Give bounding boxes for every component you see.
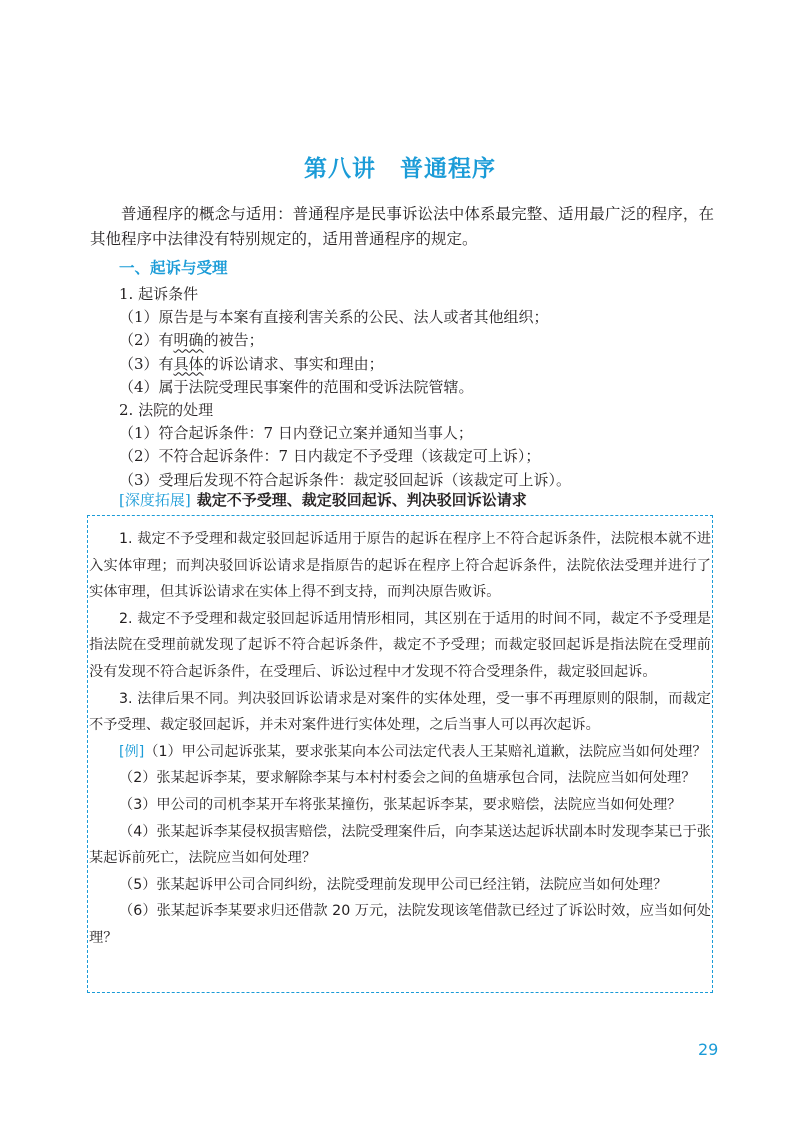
box-paragraph: 2. 裁定不予受理和裁定驳回起诉适用情形相同，其区别在于适用的时间不同，裁定不予受理是指法院在受理前就发现了起诉不符合起诉条件，裁定不予受理；而裁定驳回起诉是指法院在受理前没有发现不符合起诉条件，在受理后、诉讼过程中才发现不符合受理条件，裁定驳回起诉。 [89,610,711,680]
deep-extension-heading [119,489,527,510]
intro-paragraph: 普通程序的概念与适用：普通程序是民事诉讼法中体系最完整、适用最广泛的程序，在其他程序中法律没有特别规定的，适用普通程序的规定。 [90,205,714,248]
example-item [89,739,711,766]
box-paragraph: 3. 法律后果不同。判决驳回诉讼请求是对案件的实体处理，受一事不再理原则的限制，而裁定不予受理、裁定驳回起诉，并未对案件进行实体处理，之后当事人可以再次起诉。 [89,690,711,734]
emphasis-text: 明确 [173,331,204,350]
box-paragraph: 1. 裁定不予受理和裁定驳回起诉适用于原告的起诉在程序上不符合起诉条件，法院根本就不进入实体审理；而判决驳回诉讼请求是指原告的起诉在程序上符合起诉条件，法院依法受理并进行了实体审理，但其诉讼请求在实体上得不到支持，而判决原告败诉。 [89,531,711,601]
handling-item: （2）不符合起诉条件：7 日内裁定不予受理（该裁定可上诉）； [119,447,541,466]
example-item: （3）甲公司的司机李某开车将张某撞伤，张某起诉李某，要求赔偿，法院应当如何处理？ [119,796,682,813]
example-item: （5）张某起诉甲公司合同纠纷，法院受理前发现甲公司已经注销，法院应当如何处理？ [119,876,668,893]
sub-title-court-handling: 2. 法院的处理 [119,400,214,419]
emphasis-text: 具体 [173,354,204,373]
deep-extension-title: 裁定不予受理、裁定驳回起诉、判决驳回诉讼请求 [196,491,527,509]
handling-item: （3）受理后发现不符合起诉条件：裁定驳回起诉（该裁定可上诉）。 [119,470,572,489]
chapter-title: 第八讲 普通程序 [304,155,496,182]
condition-text: （3）有 [119,354,174,373]
example-item: （2）张某起诉李某，要求解除李某与本村村委会之间的鱼塘承包合同，法院应当如何处理？ [119,770,696,787]
condition-item: （1）原告是与本案有直接利害关系的公民、法人或者其他组织； [119,308,549,327]
condition-text: （2）有 [119,331,174,350]
handling-item: （1）符合起诉条件：7 日内登记立案并通知当事人； [119,424,473,443]
filing-list [119,283,719,492]
condition-item [119,329,719,352]
page-number: 29 [698,1040,719,1059]
condition-text: 的被告； [203,331,264,350]
example-tag: [例] [119,743,145,760]
example-item: （6）张某起诉李某要求归还借款 20 万元，法院发现该笔借款已经过了诉讼时效，应当如何处理？ [89,903,711,946]
condition-item [119,353,719,376]
condition-item: （4）属于法院受理民事案件的范围和受诉法院管辖。 [119,377,474,396]
box-content [89,526,711,952]
deep-extension-tag: [深度拓展] [119,491,191,509]
condition-text: 的诉讼请求、事实和理由； [203,354,384,373]
section-heading: 一、起诉与受理 [119,259,228,277]
sub-title-filing-conditions: 1. 起诉条件 [119,285,199,303]
example-text: （1）甲公司起诉张某，要求张某向本公司法定代表人王某赔礼道歉，法院应当如何处理？ [144,743,707,760]
example-item: （4）张某起诉李某侵权损害赔偿，法院受理案件后，向李某送达起诉状副本时发现李某已于张某起诉前死亡，法院应当如何处理？ [89,823,711,867]
